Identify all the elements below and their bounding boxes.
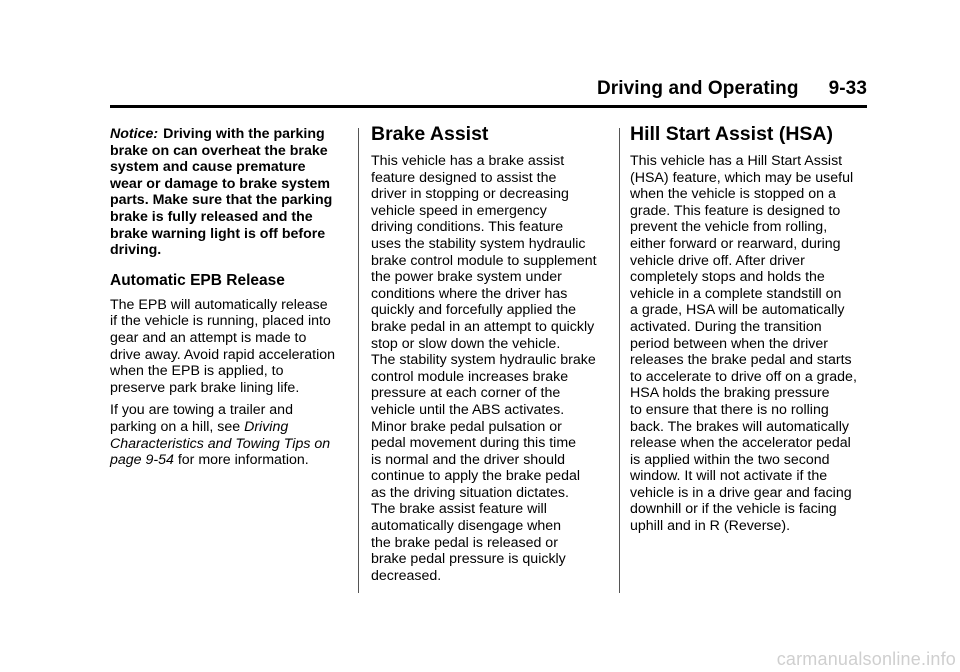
column-divider	[619, 128, 620, 593]
text-line: vehicle is in a drive gear and facing	[630, 484, 852, 501]
text-line: when the vehicle is stopped on a	[630, 186, 836, 203]
text-line: uses the stability system hydraulic	[371, 235, 586, 252]
heading-hill-start-assist: Hill Start Assist (HSA)	[630, 123, 833, 145]
text-line: releases the brake pedal and starts	[630, 352, 852, 369]
text-line: period between when the driver	[630, 335, 828, 352]
notice-label: Notice:	[110, 126, 159, 142]
text-line: pedal movement during this time	[371, 435, 577, 452]
text-line: stop or slow down the vehicle.	[371, 335, 561, 352]
column-middle	[371, 123, 611, 584]
text-line: vehicle drive off. After driver	[630, 252, 805, 269]
notice-line: system and cause premature	[110, 159, 306, 176]
text-line: If you are towing a trailer and	[110, 402, 293, 419]
header-rule	[110, 105, 867, 108]
text-line: continue to apply the brake pedal	[371, 468, 581, 485]
cross-reference-page[interactable]: page 9-54	[110, 452, 174, 469]
text-line: the power brake system under	[371, 269, 562, 286]
text-line: driver in stopping or decreasing	[371, 186, 569, 203]
text-line: release when the accelerator pedal	[630, 435, 851, 452]
text-line: brake pedal in an attempt to quickly	[371, 318, 595, 335]
paragraph-brake-assist	[371, 153, 611, 584]
text-line: The brake assist feature will	[371, 501, 547, 518]
text-line: uphill and in R (Reverse).	[630, 518, 791, 535]
text-line: activated. During the transition	[630, 318, 822, 335]
text-line: driving conditions. This feature	[371, 219, 564, 236]
text-line: vehicle in a complete standstill on	[630, 285, 842, 302]
text-line: vehicle until the ABS activates.	[371, 401, 565, 418]
text-fragment: parking on a hill, see	[110, 418, 245, 435]
text-line: either forward or rearward, during	[630, 235, 841, 252]
notice-line: Driving with the parking	[163, 126, 325, 142]
text-line: This vehicle has a brake assist	[371, 153, 565, 169]
notice-line: parts. Make sure that the parking	[110, 192, 333, 209]
notice-line: brake warning light is off before	[110, 225, 326, 242]
paragraph-towing	[110, 402, 350, 468]
text-fragment: for more information.	[173, 452, 309, 469]
page-header	[110, 78, 867, 106]
text-line: automatically disengage when	[371, 518, 562, 535]
text-line: This vehicle has a Hill Start Assist	[630, 153, 843, 169]
cross-reference-link[interactable]: Characteristics and Towing Tips on	[110, 435, 331, 452]
column-left	[110, 126, 350, 469]
text-line: to ensure that there is no rolling	[630, 401, 829, 418]
text-line: downhill or if the vehicle is facing	[630, 501, 837, 518]
text-line: feature designed to assist the	[371, 169, 557, 186]
text-line: HSA holds the braking pressure	[630, 385, 830, 402]
paragraph-epb-release	[110, 297, 350, 397]
text-line: the brake pedal is released or	[371, 534, 558, 551]
notice-line: wear or damage to brake system	[110, 175, 331, 192]
text-line: conditions where the driver has	[371, 285, 568, 302]
text-line: to accelerate to drive off on a grade,	[630, 368, 857, 385]
text-line: brake control module to supplement	[371, 252, 597, 269]
text-line: as the driving situation dictates.	[371, 484, 569, 501]
heading-brake-assist: Brake Assist	[371, 123, 489, 145]
text-line: gear and an attempt is made to	[110, 329, 307, 346]
text-line: preserve park brake lining life.	[110, 379, 300, 396]
text-line: (HSA) feature, which may be useful	[630, 169, 854, 186]
text-line: is normal and the driver should	[371, 451, 565, 468]
text-line: drive away. Avoid rapid acceleration	[110, 346, 336, 363]
text-line: completely stops and holds the	[630, 269, 825, 286]
notice-line: brake is fully released and the	[110, 208, 313, 225]
text-line: decreased.	[371, 567, 442, 584]
text-line: Minor brake pedal pulsation or	[371, 418, 562, 435]
text-line: if the vehicle is running, placed into	[110, 313, 331, 330]
subheading-automatic-epb-release: Automatic EPB Release	[110, 271, 285, 289]
text-line: prevent the vehicle from rolling,	[630, 219, 828, 236]
column-right	[630, 123, 870, 535]
text-line: The EPB will automatically release	[110, 296, 328, 313]
text-line: brake pedal pressure is quickly	[371, 551, 566, 568]
text-line: grade. This feature is designed to	[630, 202, 841, 219]
text-line: The stability system hydraulic brake	[371, 352, 596, 369]
text-line: back. The brakes will automatically	[630, 418, 849, 435]
text-line: is applied within the two second	[630, 451, 830, 468]
page-number: 9-33	[828, 78, 867, 99]
section-title: Driving and Operating	[596, 78, 799, 99]
paragraph-hill-start-assist	[630, 153, 870, 535]
header-title	[597, 78, 867, 100]
cross-reference-link[interactable]: Driving	[244, 418, 289, 435]
text-line: control module increases brake	[371, 368, 569, 385]
watermark: carmanualsonline.info	[776, 649, 956, 669]
text-line: window. It will not activate if the	[630, 468, 828, 485]
text-line: a grade, HSA will be automatically	[630, 302, 845, 319]
text-line: quickly and forcefully applied the	[371, 302, 577, 319]
notice-block	[110, 126, 350, 259]
text-line: when the EPB is applied, to	[110, 363, 284, 380]
text-line: vehicle speed in emergency	[371, 202, 547, 219]
notice-line: brake on can overheat the brake	[110, 142, 328, 159]
column-divider	[358, 128, 359, 593]
notice-line: driving.	[110, 242, 162, 259]
text-line: pressure at each corner of the	[371, 385, 561, 402]
